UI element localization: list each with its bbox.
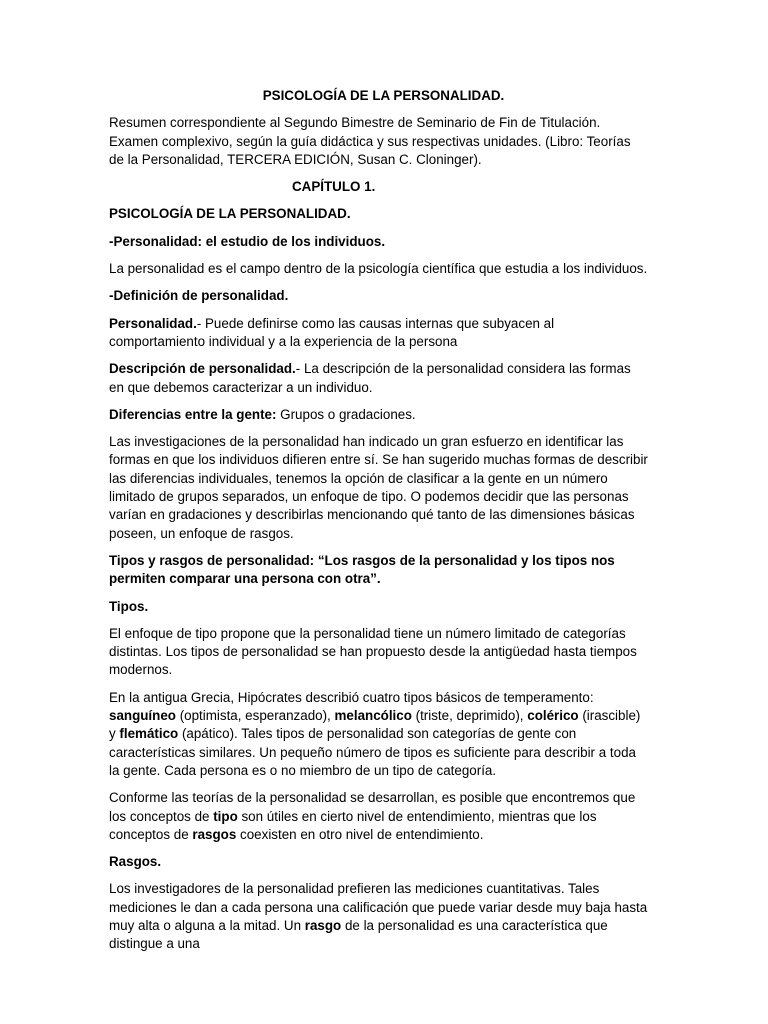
differences-text: Grupos o gradaciones. (276, 406, 416, 422)
heading-types-traits-text: Tipos y rasgos de personalidad: “Los rasgos de la personalidad y los tipos nos permiten comparar una persona con otra”. (109, 552, 615, 587)
term-rasgo: rasgo (304, 917, 342, 933)
term-tipo: tipo (213, 808, 238, 824)
conforme-text-1: Conforme las teorías de la personalidad se desarrollan, es posible que encontremos que los conceptos de (109, 790, 636, 824)
term-rasgos: rasgos (192, 826, 237, 842)
paragraph-traits (109, 880, 648, 953)
traits-text-2: de la personalidad es una característica que distingue a una (109, 917, 608, 952)
heading-definition (109, 287, 648, 305)
heading-types-traits (109, 552, 648, 589)
paragraph-field: La personalidad es el campo dentro de la psicología científica que estudia a los individuos. (109, 261, 648, 277)
definition-term: Personalidad. (109, 315, 197, 331)
heading-study (109, 233, 648, 251)
heading-types-text: Tipos. (109, 598, 149, 614)
paragraph-differences (109, 406, 648, 424)
section-title-text: PSICOLOGÍA DE LA PERSONALIDAD. (109, 206, 351, 222)
intro-paragraph: Resumen correspondiente al Segundo Bimestre de Seminario de Fin de Titulación. Examen complexivo, según la guía didáctica y sus respectivas unidades. (Libro: Teorías de la Personalidad, TERCERA EDICIÓN, Susan C. Cloninger). (109, 115, 631, 167)
greece-text-1: En la antigua Grecia, Hipócrates describió cuatro tipos básicos de temperamento: (109, 689, 594, 705)
conforme-text-3: coexisten en otro nivel de entendimiento. (236, 826, 484, 842)
paragraph-description (109, 360, 648, 397)
term-sanguineo: sanguíneo (109, 708, 176, 724)
document-title: PSICOLOGÍA DE LA PERSONALIDAD. (262, 88, 505, 103)
greece-text-5: (apático). Tales tipos de personalidad son categorías de gente con características similares. Un pequeño número de tipos es suficiente para describir a toda la gente. Cada persona es o no miembro de un tipo de categoría. (109, 726, 636, 778)
term-colerico: colérico (527, 708, 579, 724)
paragraph-investigations: Las investigaciones de la personalidad han indicado un gran esfuerzo en identificar las formas en que los individuos difieren entre sí. Se han sugerido muchas formas de describir las diferencias individuales, tenemos la opción de clasificar a la gente en un número limitado de grupos separados, un enfoque de tipo. O podemos decidir que las personas varían en gradaciones y describirlas mencionando qué tanto de las dimensiones básicas poseen, un enfoque de rasgos. (109, 434, 648, 541)
description-term: Descripción de personalidad. (109, 361, 296, 377)
term-melancolico: melancólico (334, 708, 412, 724)
greece-text-3: (triste, deprimido), (411, 708, 528, 724)
definition-text: - Puede definirse como las causas internas que subyacen al comportamiento individual y a la experiencia de la persona (109, 315, 555, 349)
heading-definition-text: -Definición de personalidad. (109, 288, 289, 304)
greece-text-2: (optimista, esperanzado), (175, 708, 335, 724)
paragraph-greece (109, 689, 648, 780)
greece-text-4: (irascible) y (109, 708, 641, 742)
heading-study-text: -Personalidad: el estudio de los individuos. (109, 233, 386, 249)
paragraph-conforme (109, 789, 648, 844)
paragraph-types: El enfoque de tipo propone que la personalidad tiene un número limitado de categorías distintas. Los tipos de personalidad se han propuesto desde la antigüedad hasta tiempos modernos. (109, 625, 637, 678)
differences-term: Diferencias entre la gente: (109, 406, 277, 422)
heading-traits (109, 853, 648, 871)
chapter-heading: CAPÍTULO 1. (292, 179, 376, 195)
heading-traits-text: Rasgos. (109, 854, 162, 870)
conforme-text-2: son útiles en cierto nivel de entendimiento, mientras que los conceptos de (109, 808, 597, 842)
section-title (109, 205, 648, 223)
traits-text-1: Los investigadores de la personalidad prefieren las mediciones cuantitativas. Tales mediciones le dan a cada persona una calificación que puede variar desde muy baja hasta muy alta o alguna a la mitad. Un (109, 881, 648, 933)
paragraph-definition (109, 315, 648, 352)
description-text: - La descripción de la personalidad considera las formas en que debemos caracterizar a un individuo. (109, 361, 631, 395)
heading-types (109, 598, 648, 616)
term-flematico: flemático (119, 726, 179, 742)
